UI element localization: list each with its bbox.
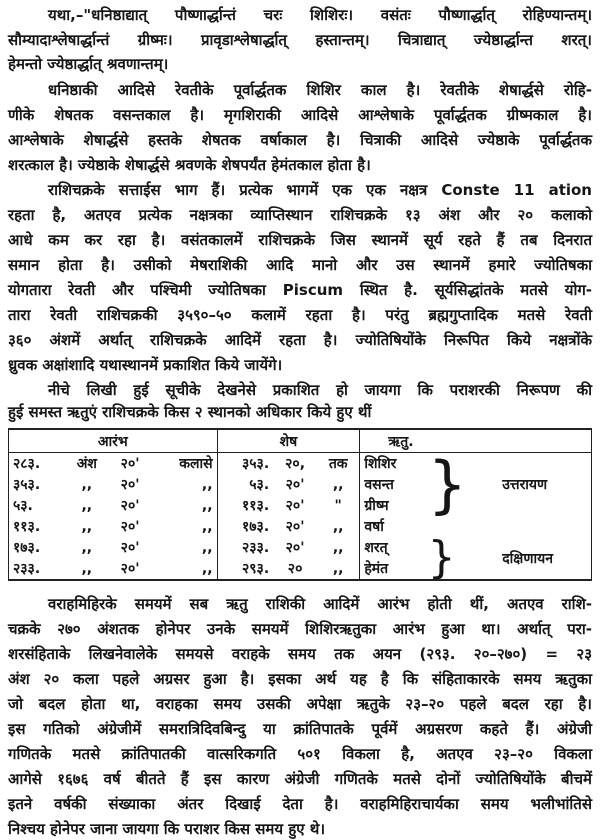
cell-s-min: २०': [120, 456, 140, 472]
cell-e-suf: ,,: [332, 539, 344, 556]
cell-e-min: २०': [285, 498, 305, 514]
cell-s-deg: १७३.: [9, 537, 65, 558]
cell-e-deg: ११३.: [217, 495, 273, 516]
para5-line: इतने वर्षकी संख्याका अंतर दिखाई देता है। वराहमिहिराचार्यका समय भलीभांतिसे: [8, 795, 592, 813]
cell-season: ग्रीष्म: [360, 495, 424, 516]
cell-e-deg: ५३.: [217, 474, 273, 495]
table-row: [9, 516, 592, 537]
para1-line: यथा,–"धनिष्ठाद्यात् पौष्णार्द्धान्तं चरः शिशिरः। वसंतः पौष्णार्द्धात् रोहिण्यान्तम्।: [48, 6, 592, 24]
brace-icon: }: [427, 447, 468, 521]
ayana-group: उत्तरायण: [498, 453, 591, 517]
para4-line: हुई समस्त ऋतुएं राशिचक्रके किस २ स्थानको अधिकार किये हुए थीं: [8, 403, 372, 421]
header-start: आरंभ: [9, 429, 218, 453]
cell-e-suf: ,,: [332, 476, 344, 493]
para3-line: योगतारा रेवती और पश्चिमी ज्योतिषका Piscum स्थित है. सूर्यसिद्धांतके मतसे योग-: [8, 281, 592, 299]
season-table: [8, 428, 592, 581]
header-season: ऋतु.: [360, 429, 592, 453]
cell-season: हेमंत: [360, 558, 424, 580]
cell-e-min: २०: [287, 561, 303, 577]
cell-s-unit: ,,: [81, 560, 93, 577]
cell-season: शिशिर: [360, 453, 424, 475]
cell-s-suf: ,,: [201, 539, 213, 556]
cell-s-suf: ,,: [201, 518, 213, 535]
para2-line: आश्लेषाके शेषार्द्धसे हस्तके शेषतक वर्षाकाल है। चित्राकी आदिसे ज्येष्ठाके पूर्वार्द्धतक: [8, 131, 592, 149]
cell-s-deg: ५३.: [9, 495, 65, 516]
cell-e-min: २०': [285, 477, 305, 493]
cell-s-min: २०': [120, 540, 140, 556]
brace-icon: }: [427, 532, 456, 583]
cell-e-deg: १७३.: [217, 516, 273, 537]
cell-e-deg: २९३.: [217, 558, 273, 580]
cell-e-min: २०': [285, 540, 305, 556]
para5-line: चक्रके २७० अंशतक होनेपर उनके समयमें शिशिरऋतुका आरंभ हुआ था। अर्थात् परा-: [8, 620, 592, 638]
cell-s-deg: ३५३.: [9, 474, 65, 495]
para3-line: ३६० अंशमें अर्थात् राशिचक्रके आदिमें रहता है। ज्योतिषियोंके निरूपित किये नक्षत्रोंके: [8, 331, 592, 349]
cell-e-min: २०,: [285, 456, 306, 472]
cell-e-suf: ,,: [332, 518, 344, 535]
para1-line: हेमन्तो ज्येष्ठार्द्धात् श्रवणान्तम्।: [8, 55, 169, 73]
ayana-group: दक्षिणायन: [498, 537, 591, 580]
cell-s-unit: ,,: [81, 476, 93, 493]
cell-s-min: २०': [120, 498, 140, 514]
table-row: [9, 537, 592, 558]
para5-line: जो बदल होता था, वराहका समय उसकी अपेक्षा ऋतुके २३–२० पहले बदल रहा है।: [8, 695, 592, 713]
cell-e-deg: २३३.: [217, 537, 273, 558]
cell-s-unit: ,,: [81, 497, 93, 514]
cell-s-suf: ,,: [201, 497, 213, 514]
para1-line: सौम्यादाश्लेषार्द्धान्तं ग्रीष्मः। प्रावृडाश्लेषार्द्धात् हस्तान्तम्। चित्राद्यात् ज्येष्ठार्द्धान्त शरत्।: [8, 31, 592, 49]
cell-e-deg: ३५३.: [217, 453, 273, 475]
cell-s-unit: ,,: [81, 539, 93, 556]
para3-line: आधे कम कर रहा है। वसंतकालमें राशिचक्रके जिस स्थानमें सूर्य रहते हैं तब दिनरात: [8, 231, 592, 249]
para4-line: नीचे लिखी हुई सूचीके देखनेसे प्रकाशित हो जायगा कि पराशरकी निरूपण की: [48, 381, 592, 399]
cell-s-deg: २८३.: [9, 453, 65, 475]
para3-line: राशिचक्रके सत्ताईस भाग हैं। प्रत्येक भागमें एक एक नक्षत्र Conste 11 ation: [48, 181, 592, 199]
para5-line: इस गतिको अंग्रेजीमें समरात्रिदिवबिन्दु या क्रांतिपातके पूर्वमें अग्रसरण कहते हैं। अंग्रेजी: [8, 720, 592, 738]
para5-line: अंश २० कला पहले अग्रसर हुआ है। इसका अर्थ यह है कि संहिताकारके समय ऋतुका: [8, 670, 592, 688]
cell-s-min: २०': [120, 519, 140, 535]
para3-line: ध्रुवक अक्षांशादि यथास्थानमें प्रकाशित किये जायेंगे।: [8, 356, 283, 374]
para5-line: शरसंहिताके लिखनेवालेके समयसे वराहके समय तक अयन (२९३. २०–२७०) = २३: [8, 645, 592, 663]
cell-e-min: २०': [285, 519, 305, 535]
table-row: [9, 453, 592, 475]
cell-season: शरत्: [360, 537, 424, 558]
cell-s-unit: अंश: [76, 456, 97, 472]
cell-s-deg: २३३.: [9, 558, 65, 580]
para5-line: वराहमिहिरके समयमें सब ऋतु राशिकी आदिमें आरंभ होती थीं, अतएव राशि-: [48, 595, 592, 613]
para2-line: शरत्काल है। ज्येष्ठाके शेषार्द्धसे श्रवणके शेषपर्यंत हेमंतकाल होता है।: [8, 156, 371, 174]
cell-s-suf: कलासे: [179, 456, 213, 472]
para2-line: णीके शेषतक वसन्तकाल है। मृगशिराकी आदिसे आश्लेषाके पूर्वार्द्धतक ग्रीष्मकाल है।: [8, 106, 592, 124]
para3-line: तारा रेवती राशिचक्रकी ३५९०–५० कलामें रहता है। परंतु ब्रह्मगुप्तादिक मतसे रेवती: [8, 306, 592, 324]
cell-s-unit: ,,: [81, 518, 93, 535]
cell-s-suf: ,,: [201, 560, 213, 577]
cell-s-suf: ,,: [201, 476, 213, 493]
cell-s-min: २०': [120, 477, 140, 493]
cell-s-deg: ११३.: [9, 516, 65, 537]
cell-season: वर्षा: [360, 516, 424, 537]
para3-line: रहता है, अतएव प्रत्येक नक्षत्रका व्याप्तिस्थान राशिचक्रके १३ अंश और २० कलाको: [8, 206, 592, 224]
cell-s-min: २०': [120, 561, 140, 577]
cell-e-suf: ": [334, 497, 342, 514]
para5-line: आगेसे १६७६ वर्ष बीतते हैं इस कारण अंग्रेजी गणितके मतसे दोनों ज्योतिषियोंके बीचमें: [8, 770, 592, 788]
para3-line: समान होता है। उसीको मेषराशिकी आदि मानो और उस स्थानमें हमारे ज्योतिषका: [8, 256, 592, 274]
cell-season: वसन्त: [360, 474, 424, 495]
header-end: शेष: [217, 429, 360, 453]
para2-line: धनिष्ठाकी आदिसे रेवतीके पूर्वार्द्धतक शिशिर काल है। रेवतीके शेषार्द्धसे रोहि-: [48, 81, 592, 99]
cell-e-suf: तक: [328, 456, 348, 472]
cell-e-suf: ,,: [332, 560, 344, 577]
para5-line: गणितके मतसे क्रांतिपातकी वात्सरिकगति ५०१ विकला है, अतएव २३–२० विकला: [8, 745, 592, 763]
para5-line: निश्चय होनेपर जाना जायगा कि पराशर किस समय हुए थे।: [8, 820, 326, 838]
